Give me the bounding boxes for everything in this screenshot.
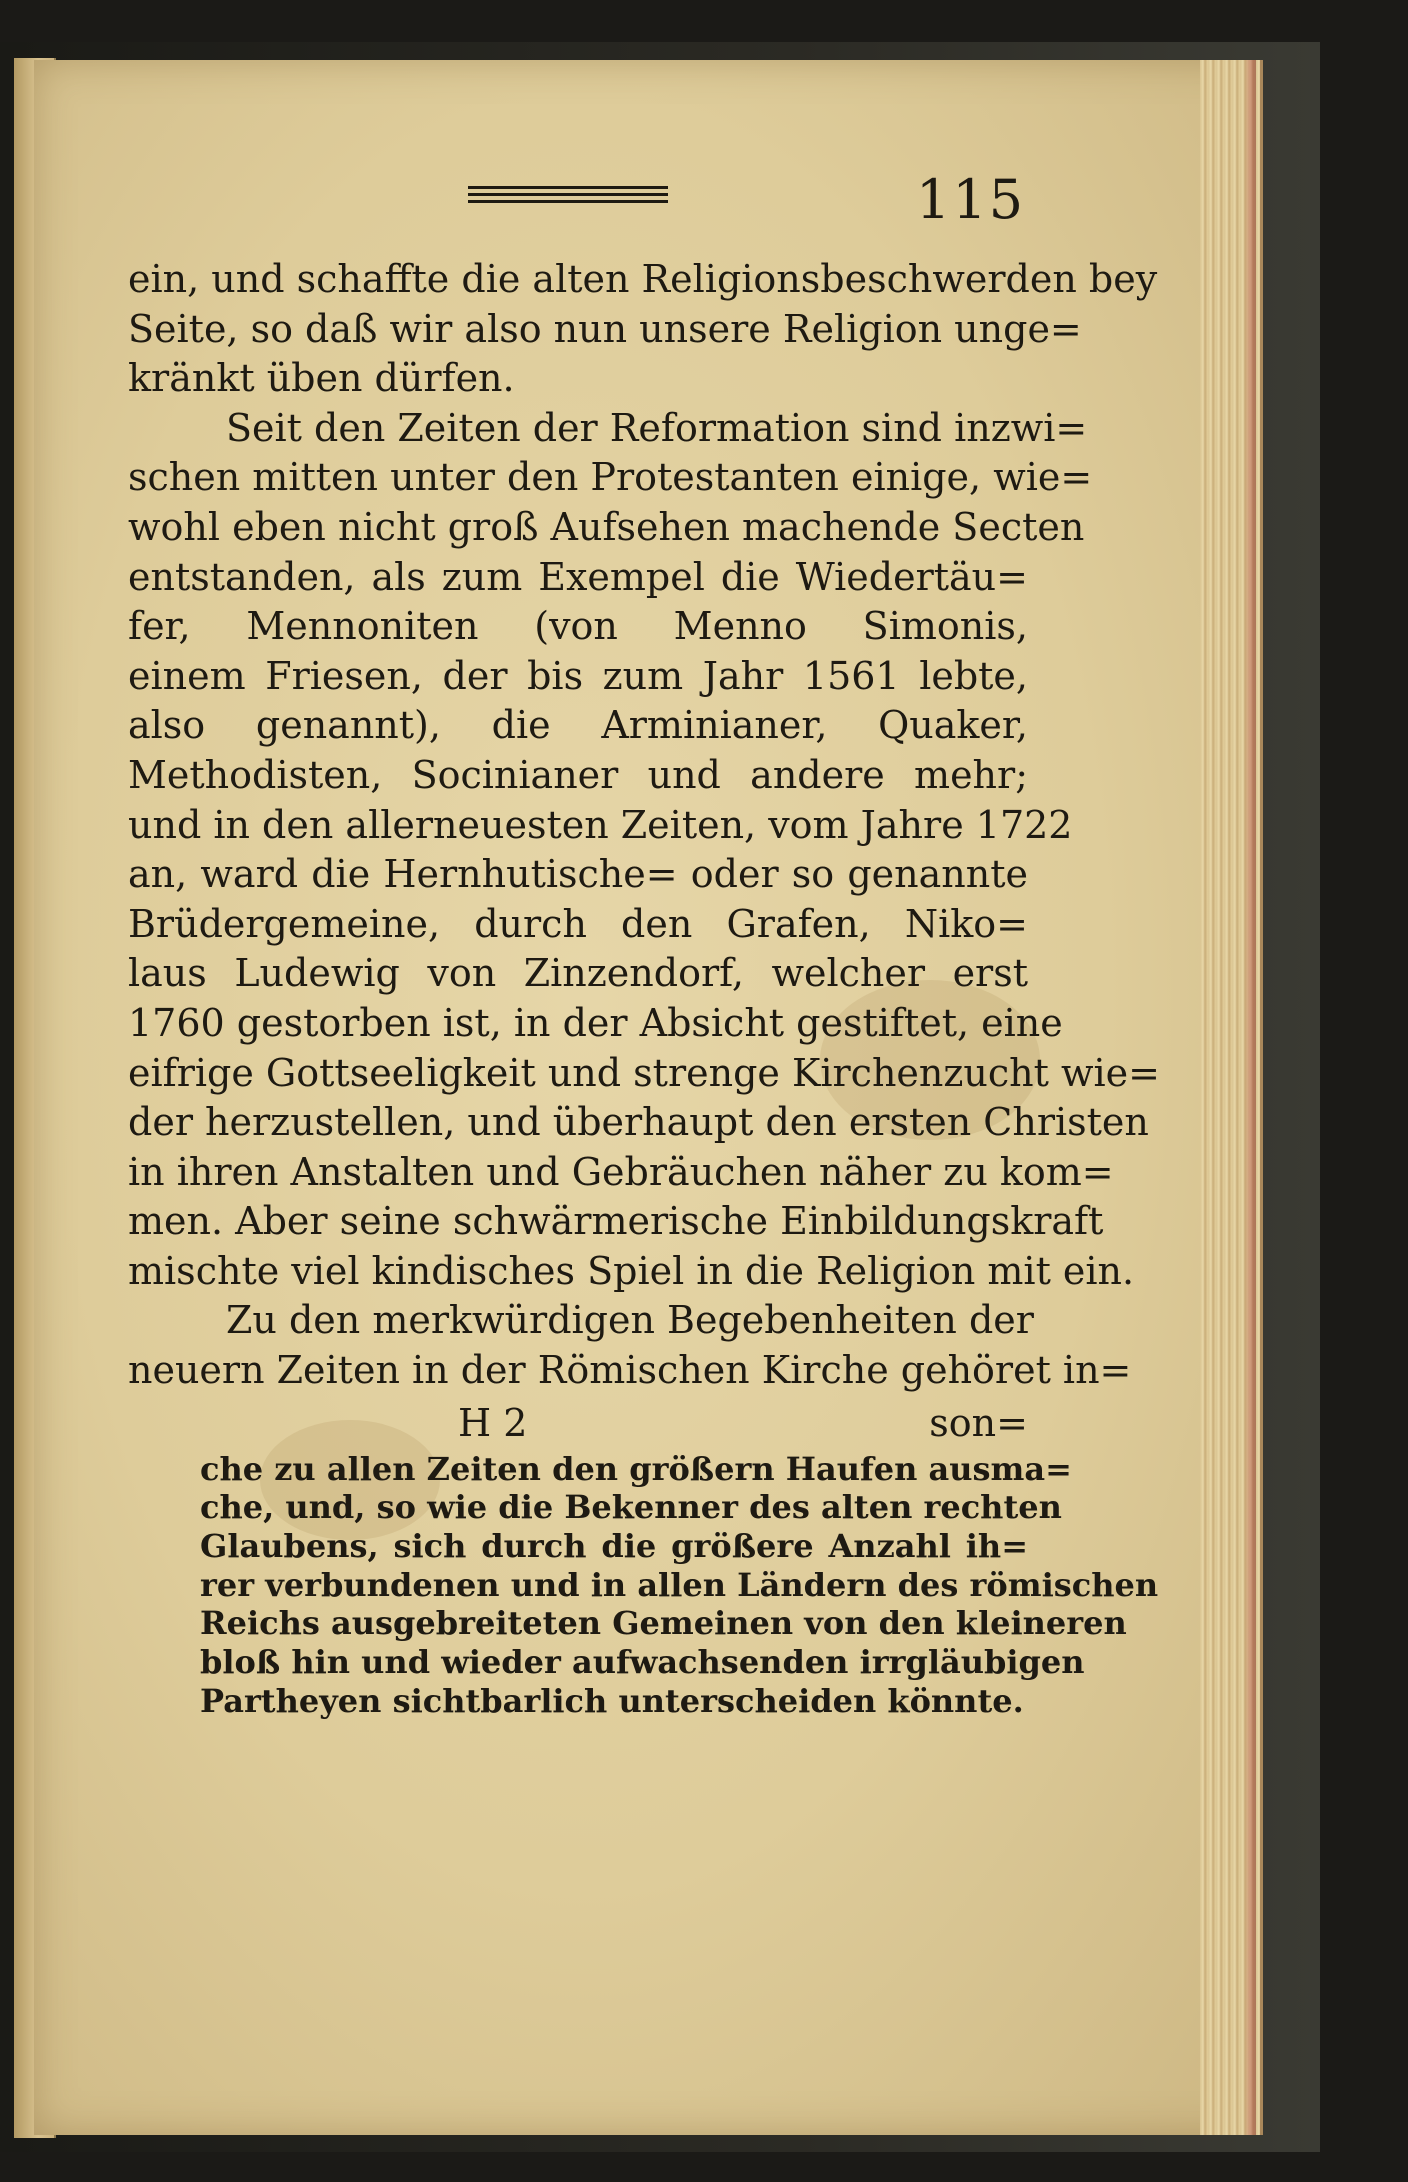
text-line: Brüdergemeine, durch den Grafen, Niko= bbox=[128, 901, 1028, 946]
page-text bbox=[128, 255, 1160, 1720]
text-line: der herzustellen, und überhaupt den ersten Christen bbox=[128, 1100, 1149, 1145]
bleedthrough-line: Partheyen sichtbarlich unterscheiden könnte. bbox=[200, 1681, 1024, 1720]
bleedthrough-line: rer verbundenen und in allen Ländern des römischen bbox=[200, 1565, 1159, 1604]
text-line: fer, Mennoniten (von Menno Simonis, bbox=[128, 604, 1028, 649]
text-line: also genannt), die Arminianer, Quaker, bbox=[128, 703, 1028, 748]
signature-mark: H 2 bbox=[458, 1400, 528, 1445]
text-line: schen mitten unter den Protestanten einige, wie= bbox=[128, 455, 1093, 500]
catchword: son= bbox=[929, 1400, 1028, 1445]
text-line: Methodisten, Socinianer und andere mehr; bbox=[128, 752, 1028, 797]
bleedthrough-line: che, und, so wie die Bekenner des alten rechten bbox=[200, 1488, 1062, 1527]
text-line: mischte viel kindisches Spiel in die Religion mit ein. bbox=[128, 1248, 1135, 1293]
text-line: ein, und schaffte die alten Religionsbeschwerden bey bbox=[128, 257, 1158, 301]
text-line: Seite, so daß wir also nun unsere Religion unge= bbox=[128, 306, 1082, 351]
text-line: neuern Zeiten in der Römischen Kirche gehöret in= bbox=[128, 1348, 1132, 1393]
text-line: kränkt üben dürfen. bbox=[128, 356, 515, 401]
header-rule bbox=[468, 186, 668, 202]
page-footer bbox=[128, 1396, 1028, 1450]
text-line: laus Ludewig von Zinzendorf, welcher erst bbox=[128, 951, 1028, 996]
text-line: Zu den merkwürdigen Begebenheiten der bbox=[226, 1298, 1034, 1343]
bleedthrough-line: bloß hin und wieder aufwachsenden irrgläubigen bbox=[200, 1643, 1085, 1682]
text-line: an, ward die Hernhutische= oder so genannte bbox=[128, 852, 1028, 897]
bleedthrough-line: che zu allen Zeiten den größern Haufen ausma= bbox=[200, 1449, 1072, 1488]
page-number: 115 bbox=[916, 168, 1026, 231]
text-line: einem Friesen, der bis zum Jahr 1561 lebte, bbox=[128, 653, 1028, 698]
text-line: in ihren Anstalten und Gebräuchen näher zu kom= bbox=[128, 1149, 1114, 1194]
text-line: men. Aber seine schwärmerische Einbildungskraft bbox=[128, 1199, 1104, 1244]
bleedthrough-line: Reichs ausgebreiteten Gemeinen von den kleineren bbox=[200, 1604, 1127, 1643]
text-line: 1760 gestorben ist, in der Absicht gestiftet, eine bbox=[128, 1000, 1063, 1045]
text-line: wohl eben nicht groß Aufsehen machende Secten bbox=[128, 504, 1085, 549]
bleedthrough-line: Glaubens, sich durch die größere Anzahl ih= bbox=[200, 1527, 1028, 1566]
text-line: Seit den Zeiten der Reformation sind inzwi= bbox=[226, 405, 1088, 450]
red-edge-tint bbox=[1244, 60, 1256, 2135]
text-line: eifrige Gottseeligkeit und strenge Kirchenzucht wie= bbox=[128, 1050, 1160, 1095]
text-line: entstanden, als zum Exempel die Wiedertäu= bbox=[128, 554, 1028, 599]
text-line: und in den allerneuesten Zeiten, vom Jahre 1722 bbox=[128, 802, 1073, 847]
